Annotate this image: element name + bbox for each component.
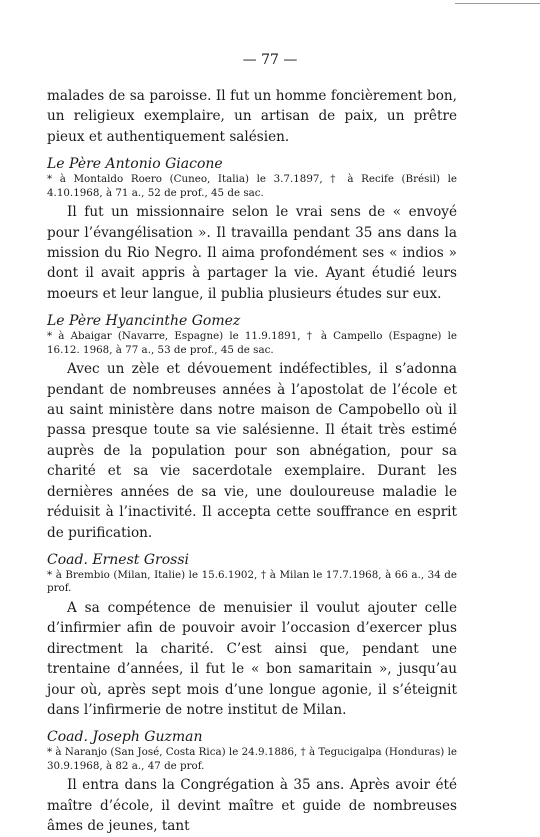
entry-text: Avec un zèle et dévouement indéfectibles, il s’adonna pendant de nombreuses années à l’apostolat de l’école et au saint ministère dans notre maison de Campobello où il passa presque toute sa vie salésienne. Il était très estimé auprès de la population pour son abnégation, pour sa charité et sa vie sacerdotale exemplaire. Durant les dernières années de sa vie, une douloureuse maladie le réduisit à l’inactivité. Il accepta cette souffrance en esprit de purification. (47, 361, 457, 541)
entry-name: Coad. Joseph Guzman (47, 729, 203, 746)
top-corner-rule (455, 3, 540, 4)
opening-paragraph: malades de sa paroisse. Il fut un homme foncièrement bon, un religieux exemplaire, un artisan de paix, un prêtre pieux et authentiquement salésien. (47, 88, 457, 145)
obituary-entry (47, 312, 457, 543)
entry-name: Le Père Hyancinthe Gomez (47, 313, 241, 330)
entry-text: Il entra dans la Congrégation à 35 ans. Après avoir été maître d’école, il devint maître et guide de nombreuses âmes de jeunes, tant (47, 777, 457, 835)
entry-meta: * à Montaldo Roero (Cuneo, Italia) le 3.7.1897, † à Recife (Brésil) le 4.10.1968, à 71 a., 52 de prof., 45 de sac. (47, 173, 457, 199)
page-body (47, 86, 457, 837)
entry-name: Coad. Ernest Grossi (47, 551, 189, 568)
obituary-entry (47, 155, 457, 304)
entry-meta: * à Brembio (Milan, Italie) le 15.6.1902, † à Milan le 17.7.1968, à 66 a., 34 de prof. (47, 568, 457, 595)
entry-text: Il fut un missionnaire selon le vrai sens de « envoyé pour l’évangélisation ». Il travailla pendant 35 ans dans la mission du Rio Negro. Il aima profondément ses « indios » dont il avait appris à partager la vie. Ayant étudié leurs moeurs et leur langue, il publia plusieurs études sur eux. (47, 204, 457, 302)
entry-meta: * à Naranjo (San José, Costa Rica) le 24.9.1886, † à Tegucigalpa (Honduras) le 30.9.1968, à 82 a., 47 de prof. (47, 746, 457, 772)
entry-text: A sa compétence de menuisier il voulut ajouter celle d’infirmier afin de pouvoir avoir l’occasion d’exercer plus directment la charité. C’est ainsi que, pendant une trentaine d’années, il fut le « bon samaritain », jusqu’au jour où, après sept mois d’une longue agonie, il s’éteignit dans l’infirmerie de notre institut de Milan. (47, 599, 457, 718)
obituary-entry (47, 728, 457, 836)
entry-meta: * à Abaigar (Navarre, Espagne) le 11.9.1891, † à Campello (Espagne) le 16.12. 1968, à 77 a., 53 de prof., 45 de sac. (47, 330, 457, 356)
page-number: — 77 — (242, 52, 298, 68)
entry-name: Le Père Antonio Giacone (47, 156, 223, 173)
obituary-entry (47, 551, 457, 720)
